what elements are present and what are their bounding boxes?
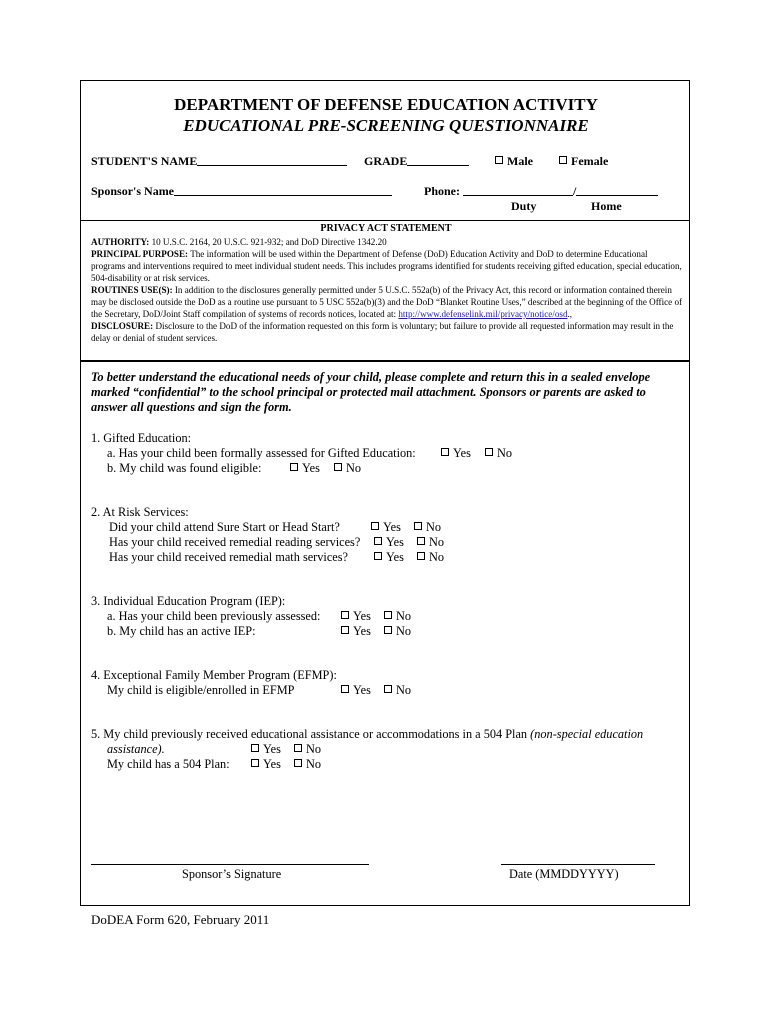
checkbox-icon [374, 552, 382, 560]
checkbox-icon [341, 685, 349, 693]
male-checkbox[interactable] [495, 154, 533, 169]
checkbox-icon [374, 537, 382, 545]
checkbox-icon [417, 537, 425, 545]
q3b-no-checkbox[interactable] [384, 624, 411, 639]
routine-label: ROUTINES USE(S): [91, 285, 173, 295]
q5a-no-checkbox[interactable] [294, 757, 321, 772]
q3a-no-checkbox[interactable] [384, 609, 411, 624]
yes-label: Yes [353, 624, 371, 638]
q5-yes-checkbox-1[interactable] [251, 742, 281, 757]
checkbox-icon [341, 626, 349, 634]
checkbox-icon [341, 611, 349, 619]
no-label: No [497, 446, 513, 460]
checkbox-icon [414, 522, 422, 530]
agency-title: DEPARTMENT OF DEFENSE EDUCATION ACTIVITY [174, 95, 598, 114]
sponsor-name-line [174, 195, 392, 196]
phone-label: Phone: [424, 184, 460, 198]
checkbox-icon [384, 626, 392, 634]
purpose-text: The information will be used within the Department of Defense (DoD) Education Activity and DoD to determine Educational programs and interventions required to meet individual student needs. This includes programs identified for students receiving gifted education, special education, 504-disability or at risk services. [91, 249, 682, 283]
no-label: No [429, 535, 445, 549]
question-4a: My child is eligible/enrolled in EFMP [107, 683, 295, 697]
q2c-no-checkbox[interactable] [417, 550, 444, 565]
question-4-title: 4. Exceptional Family Member Program (EFMP): [91, 668, 337, 682]
no-label: No [426, 520, 442, 534]
no-label: No [396, 609, 412, 623]
section-divider [81, 220, 689, 221]
checkbox-icon [251, 744, 259, 752]
yes-label: Yes [263, 742, 281, 756]
question-3a: a. Has your child been previously assessed: [107, 609, 321, 623]
yes-label: Yes [386, 550, 404, 564]
q5-title-italic: (non-special education [530, 727, 644, 741]
date-label: Date (MMDDYYYY) [509, 867, 619, 881]
female-checkbox[interactable] [559, 154, 608, 169]
date-signature-line[interactable] [501, 864, 655, 865]
question-1a: a. Has your child been formally assessed for Gifted Education: [107, 446, 416, 460]
disclosure-label: DISCLOSURE: [91, 321, 154, 331]
question-2c: Has your child received remedial math services? [109, 550, 349, 564]
question-1-title: 1. Gifted Education: [91, 431, 192, 445]
authority-text: 10 U.S.C. 2164, 20 U.S.C. 921-932; and DoD Directive 1342.20 [151, 237, 387, 247]
phone-duty-line [463, 195, 573, 196]
checkbox-icon [294, 759, 302, 767]
instructions: To better understand the educational needs of your child, please complete and return this in a sealed envelope marked “confidential” to the school principal or protected mail attachment. Sponsors or parents are asked to answer all questions and sign the form. [91, 370, 651, 414]
sponsor-name-field[interactable] [91, 184, 392, 199]
checkbox-icon [559, 156, 567, 164]
checkbox-icon [251, 759, 259, 767]
phone-separator: / [573, 184, 577, 198]
sponsor-signature-label: Sponsor’s Signature [182, 867, 282, 881]
q5-title-cont: assistance). [107, 742, 165, 756]
privacy-notice-link[interactable]: http://www.defenselink.mil/privacy/notice/osd [398, 309, 568, 319]
no-label: No [306, 757, 322, 771]
yes-label: Yes [263, 757, 281, 771]
q3b-yes-checkbox[interactable] [341, 624, 371, 639]
q1a-yes-checkbox[interactable] [441, 446, 471, 461]
sponsor-name-label: Sponsor's Name [91, 184, 175, 198]
privacy-title: PRIVACY ACT STATEMENT [320, 223, 452, 234]
q1a-no-checkbox[interactable] [485, 446, 512, 461]
sponsor-signature-line[interactable] [91, 864, 369, 865]
grade-field[interactable] [364, 154, 469, 169]
checkbox-icon [441, 448, 449, 456]
question-5-title [91, 727, 643, 742]
privacy-statement [91, 236, 683, 344]
question-3b: b. My child has an active IEP: [107, 624, 256, 638]
yes-label: Yes [302, 461, 320, 475]
form-footer: DoDEA Form 620, February 2011 [91, 912, 270, 927]
yes-label: Yes [383, 520, 401, 534]
checkbox-icon [290, 463, 298, 471]
no-label: No [346, 461, 362, 475]
checkbox-icon [294, 744, 302, 752]
phone-field[interactable] [424, 184, 658, 199]
q3a-yes-checkbox[interactable] [341, 609, 371, 624]
purpose-label: PRINCIPAL PURPOSE: [91, 249, 189, 259]
no-label: No [396, 683, 412, 697]
no-label: No [306, 742, 322, 756]
q2c-yes-checkbox[interactable] [374, 550, 404, 565]
checkbox-icon [371, 522, 379, 530]
question-3-title: 3. Individual Education Program (IEP): [91, 594, 286, 608]
student-name-line [197, 165, 347, 166]
authority-label: AUTHORITY: [91, 237, 150, 247]
routine-link-suffix: ., [567, 309, 573, 319]
phone-home-line [576, 195, 658, 196]
form-title: EDUCATIONAL PRE-SCREENING QUESTIONNAIRE [183, 116, 589, 135]
q5-title-text: 5. My child previously received educational assistance or accommodations in a 504 Plan [91, 727, 528, 741]
questionnaire-form [80, 80, 690, 906]
question-5a: My child has a 504 Plan: [107, 757, 230, 771]
yes-label: Yes [453, 446, 471, 460]
q1b-yes-checkbox[interactable] [290, 461, 320, 476]
routine-text: In addition to the disclosures generally permitted under 5 U.S.C. 552a(b) of the Privacy Act, this record or information contained therein may be disclosed outside the DoD as a routine use pursuant to 5 USC 552a(b)(3) and the DoD “Blanket Routine Uses,” described at the beginning of the Office of the Secretary, DoD/Joint Staff compilation of systems of records notices, located at: [91, 285, 683, 319]
yes-label: Yes [353, 609, 371, 623]
q2b-no-checkbox[interactable] [417, 535, 444, 550]
question-1b: b. My child was found eligible: [107, 461, 262, 475]
checkbox-icon [417, 552, 425, 560]
q2a-yes-checkbox[interactable] [371, 520, 401, 535]
checkbox-icon [485, 448, 493, 456]
grade-line [407, 165, 469, 166]
student-name-field[interactable] [91, 154, 347, 169]
disclosure-text: Disclosure to the DoD of the information requested on this form is voluntary; but failure to provide all requested information may result in the delay or denial of student services. [91, 321, 674, 343]
checkbox-icon [495, 156, 503, 164]
q2a-no-checkbox[interactable] [414, 520, 441, 535]
checkbox-icon [384, 611, 392, 619]
checkbox-icon [334, 463, 342, 471]
home-label: Home [591, 199, 622, 213]
no-label: No [396, 624, 412, 638]
q5a-yes-checkbox[interactable] [251, 757, 281, 772]
checkbox-icon [384, 685, 392, 693]
q1b-no-checkbox[interactable] [334, 461, 361, 476]
q2b-yes-checkbox[interactable] [374, 535, 404, 550]
question-2-title: 2. At Risk Services: [91, 505, 189, 519]
grade-label: GRADE [364, 154, 408, 168]
female-label: Female [571, 154, 609, 168]
male-label: Male [507, 154, 533, 168]
yes-label: Yes [386, 535, 404, 549]
q4-no-checkbox[interactable] [384, 683, 411, 698]
question-2b: Has your child received remedial reading services? [109, 535, 361, 549]
yes-label: Yes [353, 683, 371, 697]
no-label: No [429, 550, 445, 564]
student-name-label: STUDENT'S NAME [91, 154, 198, 168]
section-divider [81, 360, 689, 362]
duty-label: Duty [511, 199, 537, 213]
q4-yes-checkbox[interactable] [341, 683, 371, 698]
q5-no-checkbox-1[interactable] [294, 742, 321, 757]
question-2a: Did your child attend Sure Start or Head Start? [109, 520, 340, 534]
